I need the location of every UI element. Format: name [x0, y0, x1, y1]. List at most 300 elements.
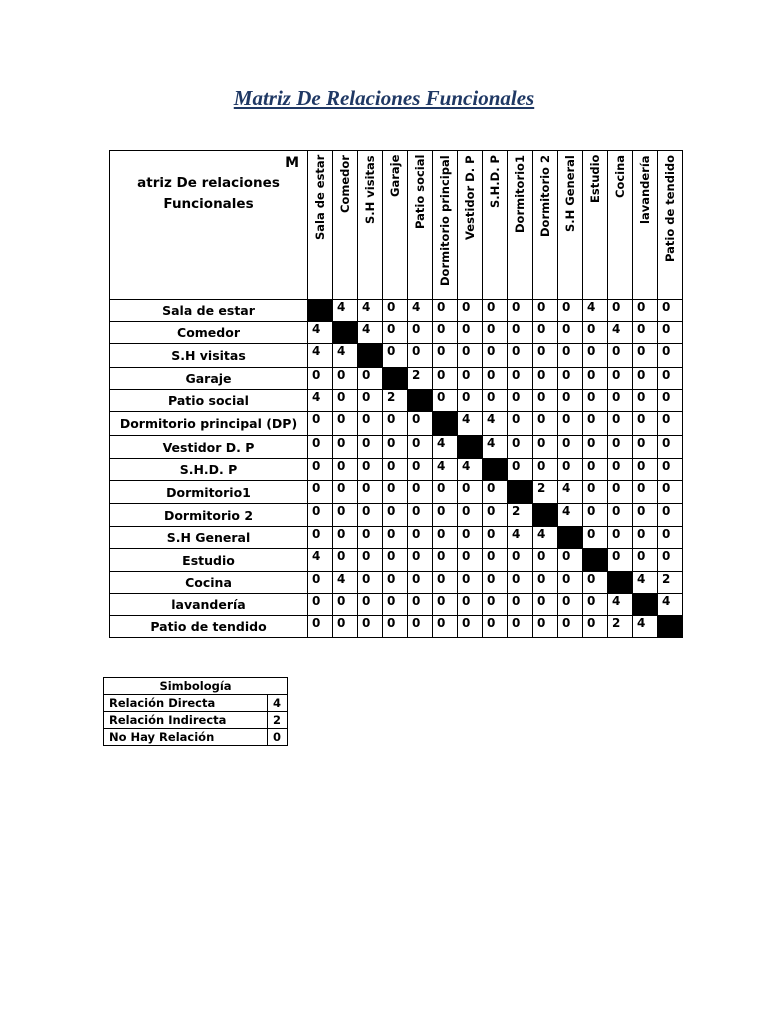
relation-cell: 0 [483, 527, 508, 549]
relation-cell: 0 [358, 572, 383, 594]
legend-label: Relación Directa [104, 695, 268, 712]
relation-cell: 0 [583, 504, 608, 527]
relation-cell: 0 [608, 390, 633, 412]
self-relation-cell [308, 300, 333, 322]
relation-cell: 0 [408, 322, 433, 344]
relation-cell: 4 [583, 300, 608, 322]
relation-cell: 0 [333, 616, 358, 638]
relation-cell: 0 [583, 616, 608, 638]
relation-cell: 0 [583, 481, 608, 504]
relation-cell: 0 [608, 344, 633, 368]
relation-cell: 0 [558, 412, 583, 436]
relation-cell: 0 [408, 616, 433, 638]
column-header-label: Sala de estar [313, 155, 327, 241]
relation-cell: 0 [508, 459, 533, 481]
relation-cell: 4 [308, 344, 333, 368]
relation-cell: 4 [483, 436, 508, 459]
legend-header-row [104, 678, 288, 695]
relation-cell: 0 [308, 616, 333, 638]
relation-cell: 0 [558, 616, 583, 638]
relation-cell: 0 [308, 436, 333, 459]
relation-cell: 4 [633, 616, 658, 638]
relation-cell: 0 [433, 616, 458, 638]
relation-cell: 0 [533, 390, 558, 412]
column-header-label: Dormitorio 2 [538, 155, 552, 237]
relation-cell: 0 [383, 344, 408, 368]
relation-cell: 0 [458, 300, 483, 322]
row-label: lavandería [110, 594, 308, 616]
matrix-row [110, 594, 683, 616]
self-relation-cell [433, 412, 458, 436]
corner-line-1: atriz De relaciones [137, 175, 280, 191]
relation-cell: 0 [383, 436, 408, 459]
relation-cell: 4 [458, 459, 483, 481]
corner-initial: M [285, 155, 299, 171]
relation-cell: 0 [408, 572, 433, 594]
legend-value: 0 [268, 729, 288, 746]
relation-cell: 4 [333, 344, 358, 368]
row-label: Estudio [110, 549, 308, 572]
relation-cell: 0 [358, 390, 383, 412]
column-header-label: Dormitorio principal [438, 155, 452, 286]
relation-cell: 0 [433, 322, 458, 344]
relation-cell: 4 [633, 572, 658, 594]
column-header-label: Garaje [388, 155, 402, 198]
relation-cell: 0 [333, 368, 358, 390]
legend-label: No Hay Relación [104, 729, 268, 746]
matrix-row [110, 300, 683, 322]
relation-cell: 0 [483, 368, 508, 390]
relation-cell: 0 [608, 300, 633, 322]
relation-cell: 0 [333, 459, 358, 481]
relation-cell: 4 [608, 594, 633, 616]
self-relation-cell [533, 504, 558, 527]
relation-cell: 0 [333, 436, 358, 459]
relation-cell: 0 [408, 481, 433, 504]
relation-cell: 0 [433, 344, 458, 368]
column-header [483, 151, 508, 300]
row-label: Dormitorio 2 [110, 504, 308, 527]
matrix-row [110, 436, 683, 459]
relation-cell: 0 [483, 616, 508, 638]
column-header-label: Comedor [338, 155, 352, 213]
matrix-row [110, 412, 683, 436]
relation-cell: 0 [333, 412, 358, 436]
column-header [433, 151, 458, 300]
column-header [583, 151, 608, 300]
relation-cell: 0 [658, 504, 683, 527]
relation-cell: 0 [433, 504, 458, 527]
column-header [633, 151, 658, 300]
relation-cell: 0 [483, 390, 508, 412]
relation-cell: 4 [558, 481, 583, 504]
relation-cell: 0 [358, 459, 383, 481]
relations-matrix [109, 150, 683, 638]
relation-cell: 0 [358, 504, 383, 527]
row-label: Comedor [110, 322, 308, 344]
relation-cell: 2 [383, 390, 408, 412]
relation-cell: 0 [408, 412, 433, 436]
relation-cell: 0 [483, 504, 508, 527]
relation-cell: 0 [658, 300, 683, 322]
relation-cell: 0 [583, 459, 608, 481]
relation-cell: 0 [608, 412, 633, 436]
relation-cell: 0 [633, 344, 658, 368]
column-header-label: Dormitorio1 [513, 155, 527, 233]
relation-cell: 0 [658, 527, 683, 549]
matrix-row [110, 390, 683, 412]
relation-cell: 0 [508, 390, 533, 412]
self-relation-cell [608, 572, 633, 594]
column-header-label: lavandería [638, 155, 652, 224]
relation-cell: 4 [358, 300, 383, 322]
relation-cell: 0 [383, 594, 408, 616]
column-header-label: S.H.D. P [488, 155, 502, 208]
relation-cell: 0 [458, 504, 483, 527]
self-relation-cell [358, 344, 383, 368]
relation-cell: 0 [533, 572, 558, 594]
relation-cell: 0 [658, 412, 683, 436]
relation-cell: 0 [458, 527, 483, 549]
relation-cell: 0 [533, 549, 558, 572]
relation-cell: 0 [558, 322, 583, 344]
relation-cell: 0 [533, 344, 558, 368]
relation-cell: 0 [433, 390, 458, 412]
row-label: Sala de estar [110, 300, 308, 322]
relation-cell: 0 [308, 412, 333, 436]
column-header [358, 151, 383, 300]
relation-cell: 0 [583, 572, 608, 594]
relation-cell: 0 [583, 527, 608, 549]
relation-cell: 0 [533, 412, 558, 436]
relation-cell: 0 [483, 344, 508, 368]
relation-cell: 0 [658, 390, 683, 412]
column-header-label: Estudio [588, 155, 602, 204]
matrix-corner-title [110, 151, 308, 300]
relation-cell: 0 [308, 459, 333, 481]
matrix-header-row [110, 151, 683, 300]
relation-cell: 0 [408, 344, 433, 368]
relation-cell: 0 [508, 344, 533, 368]
relation-cell: 0 [633, 412, 658, 436]
relation-cell: 0 [383, 412, 408, 436]
relation-cell: 0 [458, 368, 483, 390]
relation-cell: 4 [433, 436, 458, 459]
relation-cell: 0 [533, 322, 558, 344]
relation-cell: 0 [508, 368, 533, 390]
row-label: S.H visitas [110, 344, 308, 368]
relation-cell: 0 [558, 459, 583, 481]
column-header-label: Patio de tendido [663, 155, 677, 263]
relation-cell: 2 [533, 481, 558, 504]
self-relation-cell [558, 527, 583, 549]
relation-cell: 0 [583, 368, 608, 390]
relation-cell: 0 [558, 300, 583, 322]
relation-cell: 0 [633, 300, 658, 322]
column-header [533, 151, 558, 300]
relation-cell: 0 [658, 459, 683, 481]
relation-cell: 0 [508, 549, 533, 572]
relation-cell: 0 [583, 436, 608, 459]
matrix-row [110, 527, 683, 549]
row-label: Vestidor D. P [110, 436, 308, 459]
relation-cell: 0 [408, 436, 433, 459]
matrix-row [110, 504, 683, 527]
column-header-label: Patio social [413, 155, 427, 230]
legend-row [104, 729, 288, 746]
row-label: Patio social [110, 390, 308, 412]
page-title: Matriz De Relaciones Funcionales [233, 86, 535, 110]
relation-cell: 0 [433, 481, 458, 504]
legend-value: 2 [268, 712, 288, 729]
relation-cell: 0 [483, 594, 508, 616]
relation-cell: 4 [433, 459, 458, 481]
relation-cell: 0 [433, 300, 458, 322]
relation-cell: 0 [608, 549, 633, 572]
relation-cell: 0 [608, 436, 633, 459]
relation-cell: 0 [483, 481, 508, 504]
relation-cell: 4 [658, 594, 683, 616]
relation-cell: 4 [333, 300, 358, 322]
relation-cell: 0 [358, 616, 383, 638]
relation-cell: 0 [333, 549, 358, 572]
relation-cell: 0 [533, 300, 558, 322]
relation-cell: 0 [608, 527, 633, 549]
row-label: S.H General [110, 527, 308, 549]
relation-cell: 0 [658, 344, 683, 368]
relation-cell: 0 [558, 594, 583, 616]
relation-cell: 0 [558, 368, 583, 390]
relation-cell: 2 [408, 368, 433, 390]
self-relation-cell [508, 481, 533, 504]
relation-cell: 0 [433, 527, 458, 549]
column-header [658, 151, 683, 300]
column-header [308, 151, 333, 300]
matrix-row [110, 459, 683, 481]
self-relation-cell [583, 549, 608, 572]
relation-cell: 0 [508, 412, 533, 436]
self-relation-cell [383, 368, 408, 390]
relation-cell: 0 [508, 436, 533, 459]
row-label: Dormitorio principal (DP) [110, 412, 308, 436]
relation-cell: 4 [483, 412, 508, 436]
relation-cell: 0 [508, 322, 533, 344]
relation-cell: 0 [658, 481, 683, 504]
relation-cell: 4 [308, 549, 333, 572]
relation-cell: 0 [583, 322, 608, 344]
relation-cell: 0 [358, 549, 383, 572]
matrix-row [110, 572, 683, 594]
column-header-label: Vestidor D. P [463, 155, 477, 240]
relation-cell: 0 [458, 481, 483, 504]
relation-cell: 0 [633, 504, 658, 527]
relation-cell: 0 [458, 594, 483, 616]
relation-cell: 0 [658, 549, 683, 572]
relation-cell: 0 [408, 549, 433, 572]
row-label: Dormitorio1 [110, 481, 308, 504]
relation-cell: 0 [333, 390, 358, 412]
relation-cell: 2 [508, 504, 533, 527]
legend-row [104, 712, 288, 729]
relation-cell: 0 [433, 572, 458, 594]
relation-cell: 4 [358, 322, 383, 344]
relation-cell: 4 [608, 322, 633, 344]
column-header [508, 151, 533, 300]
relation-cell: 4 [558, 504, 583, 527]
matrix-row [110, 481, 683, 504]
relation-cell: 0 [633, 481, 658, 504]
relation-cell: 0 [333, 594, 358, 616]
relation-cell: 2 [608, 616, 633, 638]
relation-cell: 0 [433, 549, 458, 572]
relation-cell: 0 [608, 368, 633, 390]
relation-cell: 0 [558, 572, 583, 594]
relation-cell: 0 [308, 594, 333, 616]
corner-text [110, 173, 307, 215]
relation-cell: 0 [633, 368, 658, 390]
relation-cell: 0 [358, 436, 383, 459]
relation-cell: 4 [458, 412, 483, 436]
relation-cell: 0 [583, 412, 608, 436]
relation-cell: 0 [333, 504, 358, 527]
relation-cell: 0 [383, 504, 408, 527]
relation-cell: 0 [383, 572, 408, 594]
relation-cell: 0 [308, 572, 333, 594]
relation-cell: 0 [458, 616, 483, 638]
column-header [558, 151, 583, 300]
row-label: Cocina [110, 572, 308, 594]
relation-cell: 0 [383, 616, 408, 638]
relation-cell: 0 [658, 368, 683, 390]
relation-cell: 0 [633, 390, 658, 412]
relation-cell: 0 [608, 459, 633, 481]
relation-cell: 0 [308, 368, 333, 390]
column-header [333, 151, 358, 300]
relation-cell: 0 [583, 390, 608, 412]
relation-cell: 0 [383, 481, 408, 504]
relation-cell: 0 [458, 572, 483, 594]
matrix-row [110, 368, 683, 390]
self-relation-cell [333, 322, 358, 344]
relation-cell: 0 [658, 436, 683, 459]
legend-label: Relación Indirecta [104, 712, 268, 729]
relation-cell: 0 [308, 527, 333, 549]
self-relation-cell [658, 616, 683, 638]
column-header [458, 151, 483, 300]
matrix-body [110, 300, 683, 638]
column-header [383, 151, 408, 300]
relation-cell: 4 [408, 300, 433, 322]
relation-cell: 0 [558, 390, 583, 412]
relation-cell: 0 [358, 481, 383, 504]
relation-cell: 0 [558, 344, 583, 368]
relation-cell: 4 [508, 527, 533, 549]
relation-cell: 0 [658, 322, 683, 344]
relation-cell: 0 [358, 527, 383, 549]
relation-cell: 0 [583, 344, 608, 368]
column-header-label: S.H General [563, 155, 577, 232]
relation-cell: 0 [408, 527, 433, 549]
relation-cell: 0 [633, 436, 658, 459]
relation-cell: 0 [383, 549, 408, 572]
relation-cell: 0 [608, 504, 633, 527]
relation-cell: 0 [633, 459, 658, 481]
relation-cell: 0 [308, 481, 333, 504]
relation-cell: 0 [333, 527, 358, 549]
relation-cell: 0 [608, 481, 633, 504]
column-header-label: Cocina [613, 155, 627, 199]
row-label: S.H.D. P [110, 459, 308, 481]
relation-cell: 0 [408, 594, 433, 616]
relation-cell: 0 [633, 549, 658, 572]
relation-cell: 0 [383, 527, 408, 549]
matrix-row [110, 322, 683, 344]
row-label: Garaje [110, 368, 308, 390]
relation-cell: 0 [633, 322, 658, 344]
relation-cell: 0 [308, 504, 333, 527]
column-header-label: S.H visitas [363, 155, 377, 224]
relation-cell: 0 [483, 300, 508, 322]
self-relation-cell [458, 436, 483, 459]
relation-cell: 0 [358, 594, 383, 616]
relation-cell: 0 [383, 459, 408, 481]
relation-cell: 0 [533, 368, 558, 390]
relation-cell: 4 [308, 390, 333, 412]
legend-title: Simbología [104, 678, 288, 695]
relation-cell: 0 [358, 412, 383, 436]
legend-value: 4 [268, 695, 288, 712]
row-label: Patio de tendido [110, 616, 308, 638]
relation-cell: 0 [508, 594, 533, 616]
relation-cell: 0 [483, 572, 508, 594]
relation-cell: 0 [583, 594, 608, 616]
column-header [608, 151, 633, 300]
corner-line-2: Funcionales [163, 196, 254, 212]
self-relation-cell [483, 459, 508, 481]
relation-cell: 0 [458, 549, 483, 572]
relation-cell: 0 [458, 322, 483, 344]
relation-cell: 0 [533, 459, 558, 481]
relation-cell: 0 [483, 322, 508, 344]
relation-cell: 0 [533, 616, 558, 638]
relation-cell: 0 [633, 527, 658, 549]
column-header [408, 151, 433, 300]
relation-cell: 0 [408, 459, 433, 481]
matrix-row [110, 616, 683, 638]
relation-cell: 0 [558, 436, 583, 459]
self-relation-cell [633, 594, 658, 616]
relation-cell: 4 [533, 527, 558, 549]
relation-cell: 0 [508, 572, 533, 594]
relation-cell: 0 [433, 594, 458, 616]
relation-cell: 0 [533, 594, 558, 616]
relation-cell: 0 [408, 504, 433, 527]
legend-table [103, 677, 288, 746]
relation-cell: 0 [383, 322, 408, 344]
relation-cell: 0 [508, 300, 533, 322]
relation-cell: 0 [358, 368, 383, 390]
relation-cell: 4 [333, 572, 358, 594]
relation-cell: 2 [658, 572, 683, 594]
relation-cell: 0 [458, 344, 483, 368]
self-relation-cell [408, 390, 433, 412]
relation-cell: 0 [333, 481, 358, 504]
relation-cell: 0 [383, 300, 408, 322]
relation-cell: 0 [508, 616, 533, 638]
relation-cell: 0 [458, 390, 483, 412]
matrix-row [110, 549, 683, 572]
legend-row [104, 695, 288, 712]
